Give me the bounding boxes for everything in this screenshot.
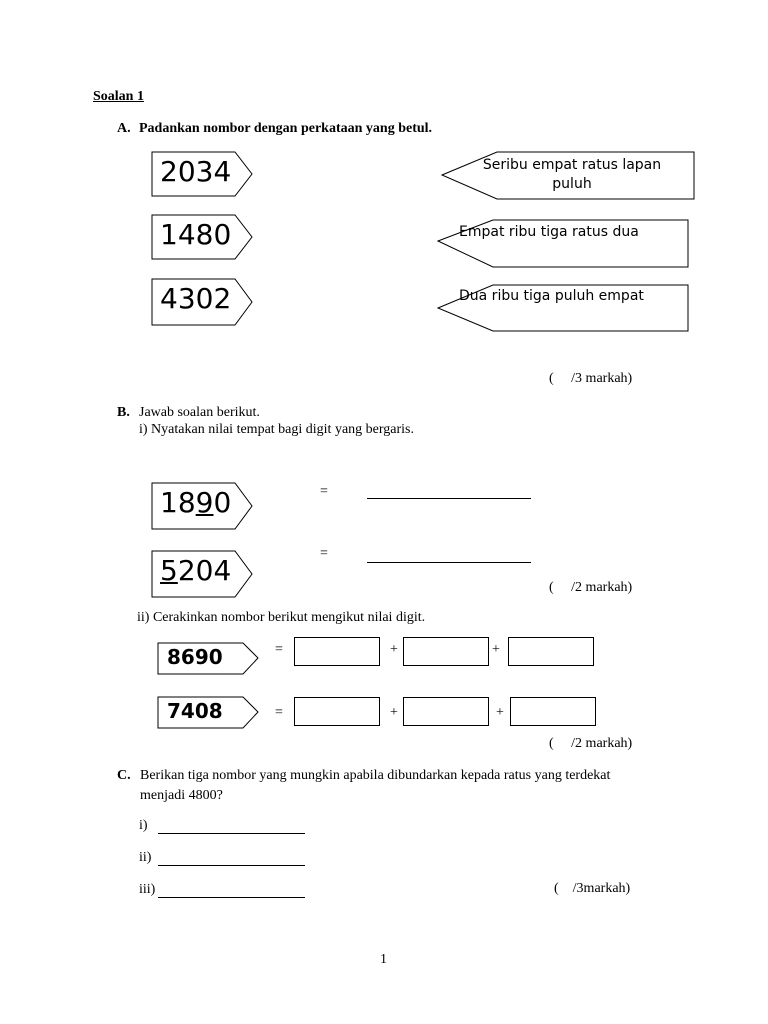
plus-sign: +: [390, 705, 398, 720]
number-value: 1480: [160, 218, 232, 251]
answer-line[interactable]: [367, 548, 531, 563]
number-value: 2034: [160, 155, 232, 188]
page-number: 1: [380, 952, 387, 967]
expand-box[interactable]: [294, 637, 380, 666]
expand-number-tag-2: [157, 696, 259, 729]
place-value-number: 1890: [160, 486, 232, 519]
section-c-instruction-line2: menjadi 4800?: [140, 788, 223, 803]
expand-number: 7408: [167, 699, 223, 723]
answer-label-iii: iii): [139, 882, 156, 897]
answer-label-i: i): [139, 818, 148, 833]
section-c-instruction-line1: Berikan tiga nombor yang mungkin apabila dibundarkan kepada ratus yang terdekat: [140, 768, 611, 783]
word-tag-a3: [437, 284, 689, 332]
marks-b-i: ( /2 markah): [549, 580, 633, 595]
expand-box[interactable]: [403, 637, 489, 666]
plus-sign: +: [492, 642, 500, 657]
section-b-instruction: Jawab soalan berikut.: [139, 405, 260, 420]
equals-sign: =: [275, 705, 283, 720]
answer-line[interactable]: [158, 883, 305, 898]
plus-sign: +: [496, 705, 504, 720]
expand-box[interactable]: [510, 697, 596, 726]
page-heading: Soalan 1: [93, 89, 144, 104]
equals-sign: =: [275, 642, 283, 657]
answer-line[interactable]: [367, 484, 531, 499]
section-b-letter: B.: [117, 405, 130, 420]
word-tag-a1: [441, 151, 695, 200]
number-value: 4302: [160, 282, 232, 315]
expand-box[interactable]: [403, 697, 489, 726]
word-text: Seribu empat ratus lapan puluh: [482, 157, 662, 192]
section-a-instruction: Padankan nombor dengan perkataan yang betul.: [139, 121, 433, 136]
answer-line[interactable]: [158, 819, 305, 834]
word-text: Empat ribu tiga ratus dua: [459, 224, 639, 240]
plus-sign: +: [390, 642, 398, 657]
place-value-number: 5204: [160, 554, 232, 587]
expand-number: 8690: [167, 645, 223, 669]
equals-sign: =: [320, 484, 328, 499]
marks-b-ii: ( /2 markah): [549, 736, 633, 751]
answer-label-ii: ii): [139, 850, 152, 865]
equals-sign: =: [320, 546, 328, 561]
place-value-tag-1: [151, 482, 253, 530]
number-tag-a1: [151, 151, 253, 197]
word-tag-a2: [437, 219, 689, 268]
expand-box[interactable]: [294, 697, 380, 726]
section-c-letter: C.: [117, 768, 131, 783]
marks-a: ( /3 markah): [549, 371, 633, 386]
number-tag-a3: [151, 278, 253, 326]
section-b-part-i: i) Nyatakan nilai tempat bagi digit yang bergaris.: [139, 422, 414, 437]
answer-line[interactable]: [158, 851, 305, 866]
section-b-part-ii: ii) Cerakinkan nombor berikut mengikut nilai digit.: [137, 610, 426, 625]
expand-box[interactable]: [508, 637, 594, 666]
marks-c: ( /3markah): [554, 881, 631, 896]
expand-number-tag-1: [157, 642, 259, 675]
place-value-tag-2: [151, 550, 253, 598]
number-tag-a2: [151, 214, 253, 260]
word-text: Dua ribu tiga puluh empat: [459, 288, 644, 304]
section-a-letter: A.: [117, 121, 131, 136]
